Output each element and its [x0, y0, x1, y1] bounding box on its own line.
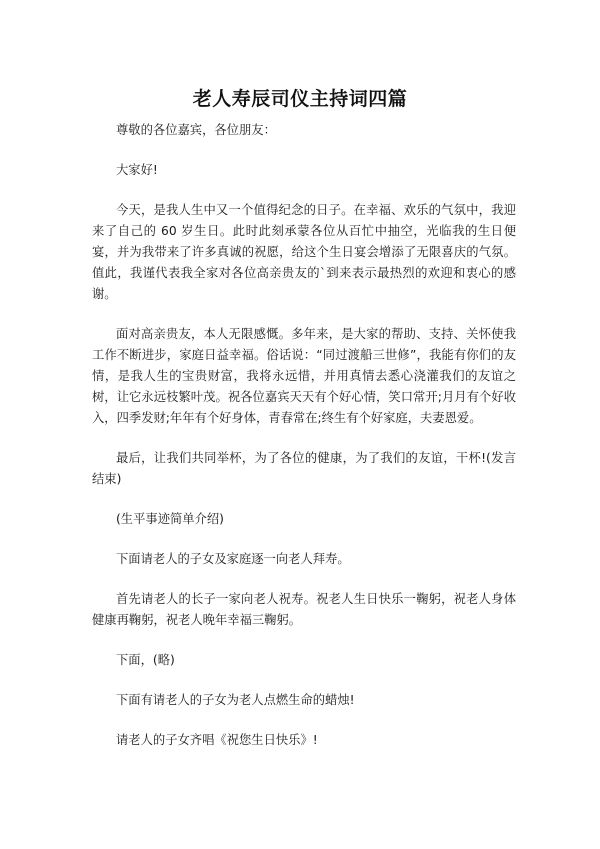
- document-title: 老人寿辰司仪主持词四篇: [192, 88, 408, 110]
- paragraph-gratitude: 面对高亲贵友，本人无限感慨。多年来，是大家的帮助、支持、关怀使我工作不断进步，家庭日益幸福。俗话说：“同过渡船三世修”，我能有你们的友情，是我人生的宝贵财富，我将永远惜，并用真情去悉心浇灌我们的友谊之树，让它永远枝繁叶茂。祝各位嘉宾天天有个好心情，笑口常开;月月有个好收入，四季发财;年年有个好身体，青春常在;终生有个好家庭，夫妻恩爱。: [92, 327, 516, 425]
- paragraph-eldest-son: 首先请老人的长子一家向老人祝寿。祝老人生日快乐一鞠躬，祝老人身体健康再鞠躬，祝老人晚年幸福三鞠躬。: [92, 592, 516, 627]
- paragraph-candles: 下面有请老人的子女为老人点燃生命的蜡烛!: [116, 693, 355, 707]
- paragraph-omitted: 下面，(略): [116, 653, 175, 667]
- paragraph-bio-note: (生平事迹简单介绍): [116, 512, 224, 526]
- paragraph-greeting: 尊敬的各位嘉宾，各位朋友：: [116, 123, 276, 137]
- paragraph-toast: 最后，让我们共同举杯，为了各位的健康，为了我们的友谊，干杯!(发言结束): [92, 451, 516, 486]
- paragraph-song: 请老人的子女齐唱《祝您生日快乐》!: [116, 733, 318, 747]
- paragraph-family-greeting: 下面请老人的子女及家庭逐一向老人拜寿。: [116, 552, 350, 566]
- paragraph-hello: 大家好!: [116, 163, 158, 177]
- paragraph-opening: 今天，是我人生中又一个值得纪念的日子。在幸福、欢乐的气氛中，我迎来了自己的 60 岁生日。此时此刻承蒙各位从百忙中抽空，光临我的生日便宴，并为我带来了许多真诚的祝愿，给这个生日宴会增添了无限喜庆的气氛。值此，我谨代表我全家对各位高亲贵友的`到来表示最热烈的欢迎和衷心的感谢。: [92, 203, 516, 301]
- document-body: [92, 120, 516, 770]
